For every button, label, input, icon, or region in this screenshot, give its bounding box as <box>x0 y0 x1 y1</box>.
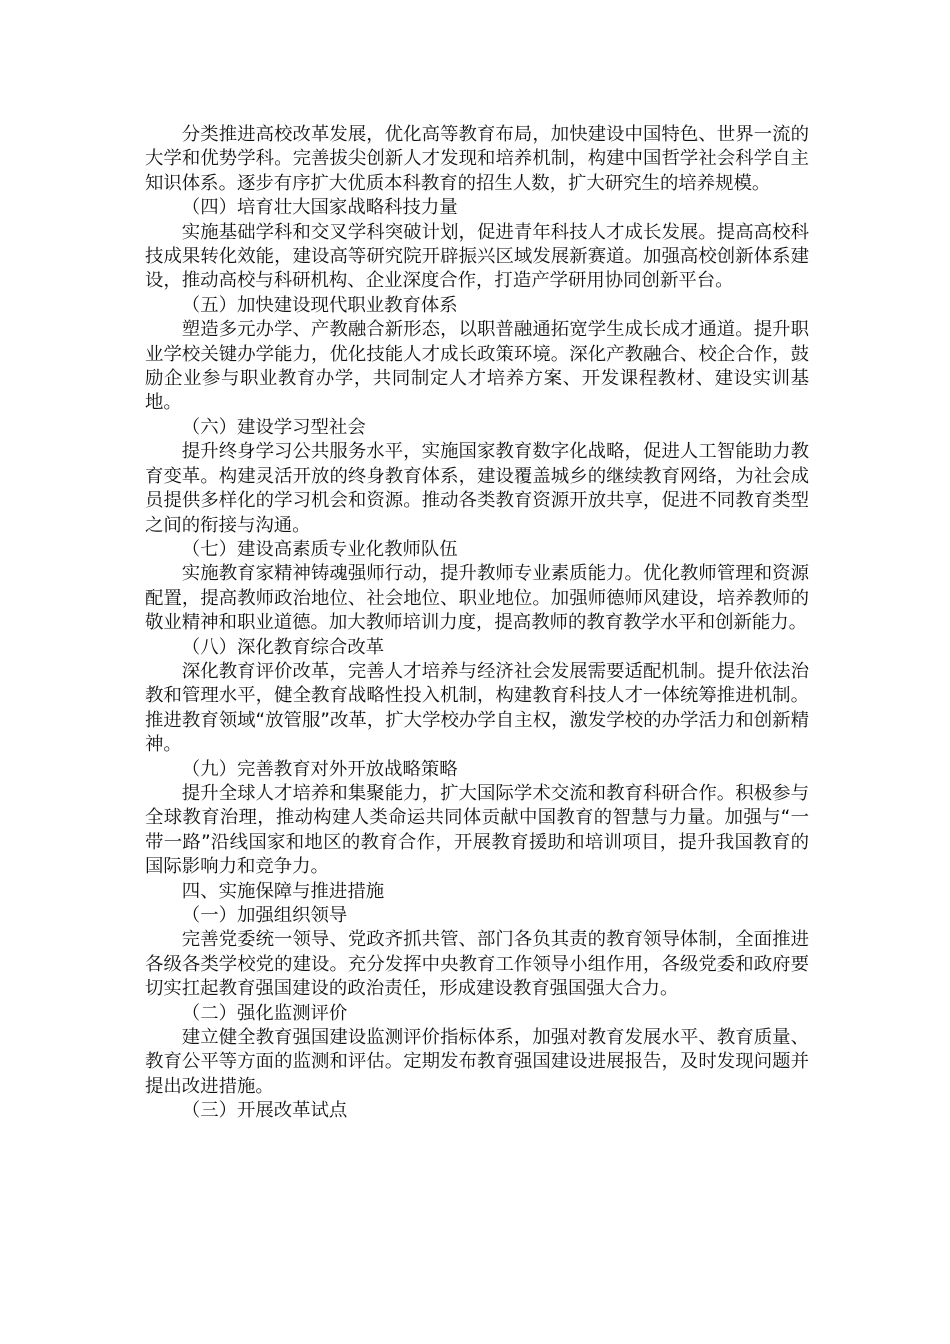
document-page <box>145 123 809 1124</box>
paragraph-learning-society: 提升终身学习公共服务水平，实施国家教育数字化战略，促进人工智能助力教育变革。构建灵活开放的终身教育体系，建设覆盖城乡的继续教育网络，为社会成员提供多样化的学习机会和资源。推动各类教育资源开放共享，促进不同教育类型之间的衔接与沟通。 <box>145 441 809 536</box>
section-heading-7: （七）建设高素质专业化教师队伍 <box>181 538 458 560</box>
paragraph-higher-education-reform: 分类推进高校改革发展，优化高等教育布局，加快建设中国特色、世界一流的大学和优势学科。完善拔尖创新人才发现和培养机制，构建中国哲学社会科学自主知识体系。逐步有序扩大优质本科教育的招生人数，扩大研究生的培养规模。 <box>145 124 809 194</box>
subsection-heading-3: （三）开展改革试点 <box>181 1100 348 1122</box>
section-heading-9: （九）完善教育对外开放战略策略 <box>181 758 458 780</box>
section-heading-4: （四）培育壮大国家战略科技力量 <box>181 197 458 219</box>
section-heading-6: （六）建设学习型社会 <box>181 416 366 438</box>
paragraph-monitoring-evaluation: 建立健全教育强国建设监测评价指标体系，加强对教育发展水平、教育质量、教育公平等方面的监测和评估。定期发布教育强国建设进展报告，及时发现问题并提出改进措施。 <box>145 1027 809 1097</box>
paragraph-vocational-education: 塑造多元办学、产教融合新形态，以职普融通拓宽学生成长成才通道。提升职业学校关键办学能力，优化技能人才成长政策环境。深化产教融合、校企合作，鼓励企业参与职业教育办学，共同制定人才培养方案、开发课程教材、建设实训基地。 <box>145 319 809 414</box>
paragraph-sci-tech-force: 实施基础学科和交叉学科突破计划，促进青年科技人才成长发展。提高高校科技成果转化效能，建设高等研究院开辟振兴区域发展新赛道。加强高校创新体系建设，推动高校与科研机构、企业深度合作，打造产学研用协同创新平台。 <box>145 221 809 292</box>
section-heading-8: （八）深化教育综合改革 <box>181 636 385 658</box>
chapter-heading-4: 四、实施保障与推进措施 <box>181 880 385 902</box>
subsection-heading-1: （一）加强组织领导 <box>181 905 348 926</box>
section-heading-5: （五）加快建设现代职业教育体系 <box>181 294 458 316</box>
paragraph-opening-up: 提升全球人才培养和集聚能力，扩大国际学术交流和教育科研合作。积极参与全球教育治理，推动构建人类命运共同体贡献中国教育的智慧与力量。加强与“一带一路”沿线国家和地区的教育合作，开展教育援助和培训项目，提升我国教育的国际影响力和竞争力。 <box>145 782 809 878</box>
subsection-heading-2: （二）强化监测评价 <box>181 1002 348 1024</box>
paragraph-teacher-team: 实施教育家精神铸魂强师行动，提升教师专业素质能力。优化教师管理和资源配置，提高教师政治地位、社会地位、职业地位。加强师德师风建设，培养教师的敬业精神和职业道德。加大教师培训力度，提高教师的教育教学水平和创新能力。 <box>145 563 809 634</box>
paragraph-comprehensive-reform: 深化教育评价改革，完善人才培养与经济社会发展需要适配机制。提升依法治教和管理水平，健全教育战略性投入机制，构建教育科技人才一体统筹推进机制。推进教育领域“放管服”改革，扩大学校办学自主权，激发学校的办学活力和创新精神。 <box>145 660 809 756</box>
paragraph-organization-leadership: 完善党委统一领导、党政齐抓共管、部门各负其责的教育领导体制，全面推进各级各类学校党的建设。充分发挥中央教育工作领导小组作用，各级党委和政府要切实扛起教育强国建设的政治责任，形成建设教育强国强大合力。 <box>145 929 809 1000</box>
